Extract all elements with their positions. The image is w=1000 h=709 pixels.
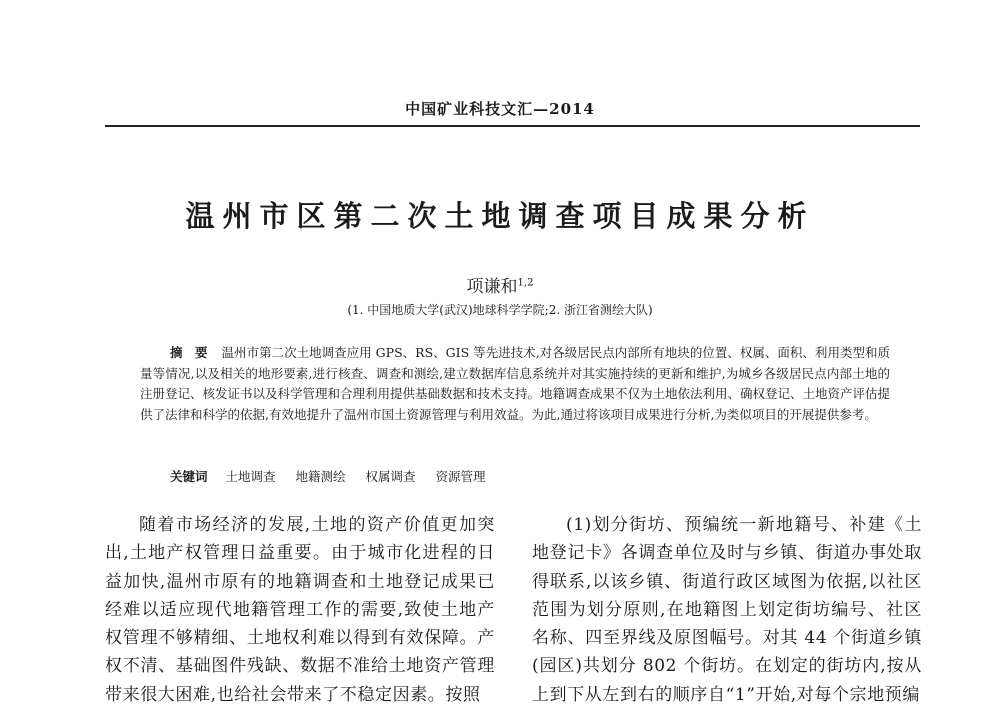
keyword: 资源管理 xyxy=(435,469,486,484)
author-name: 项谦和 xyxy=(466,277,518,297)
author-line xyxy=(0,272,1000,297)
author-affiliation-marks: 1,2 xyxy=(517,277,534,289)
abstract-label: 摘 要 xyxy=(170,345,208,360)
keywords-label: 关键词 xyxy=(170,469,208,484)
abstract-text: 温州市第二次土地调查应用 GPS、RS、GIS 等先进技术,对各级居民点内部所有地块的位置、权属、面积、利用类型和质量等情况,以及相关的地形要素,进行核查、调查和测绘,建立数据库信息系统并对其实施持续的更新和维护,为城乡各级居民点内部土地的注册登记、核发证书以及科学管理和合理利用提供基础数据和技术支持。地籍调查成果不仅为土地依法利用、确权登记、土地资产评估提供了法律和科学的依据,有效地提升了温州市国土资源管理与利用效益。为此,通过将该项目成果进行分析,为类似项目的开展提供参考。 xyxy=(140,345,891,422)
body-right-column xyxy=(532,511,922,709)
keyword: 权属调查 xyxy=(365,469,416,484)
body-paragraph: 随着市场经济的发展,土地的资产价值更加突出,土地产权管理日益重要。由于城市化进程的日益加快,温州市原有的地籍调查和土地登记成果已经难以适应现代地籍管理工作的需要,致使土地产权管理不够精细、土地权利难以得到有效保障。产权不清、基础图件残缺、数据不准给土地资产管理带来很大困难,也给社会带来了不稳定因素。按照 xyxy=(105,515,495,705)
running-head: 中国矿业科技文汇—2014 xyxy=(405,100,595,118)
keyword: 土地调查 xyxy=(225,469,276,484)
body-paragraph: (1)划分街坊、预编统一新地籍号、补建《土地登记卡》各调查单位及时与乡镇、街道办事处取得联系,以该乡镇、街道行政区域图为依据,以社区范围为划分原则,在地籍图上划定街坊编号、社区名称、四至界线及原图幅号。对其 44 个街道乡镇(园区)共划分 802 个街坊。在划定的街坊内,按从上到下从左到右的顺序自“1”开始,对每个宗地预编 xyxy=(532,515,922,705)
keywords xyxy=(170,467,502,485)
keyword: 地籍测绘 xyxy=(295,469,346,484)
body-left-column xyxy=(105,511,495,709)
abstract xyxy=(140,343,890,425)
header-rule xyxy=(105,125,920,127)
article-title: 温州市区第二次土地调查项目成果分析 xyxy=(185,199,815,233)
affiliation: (1. 中国地质大学(武汉)地球科学学院;2. 浙江省测绘大队) xyxy=(347,303,653,317)
